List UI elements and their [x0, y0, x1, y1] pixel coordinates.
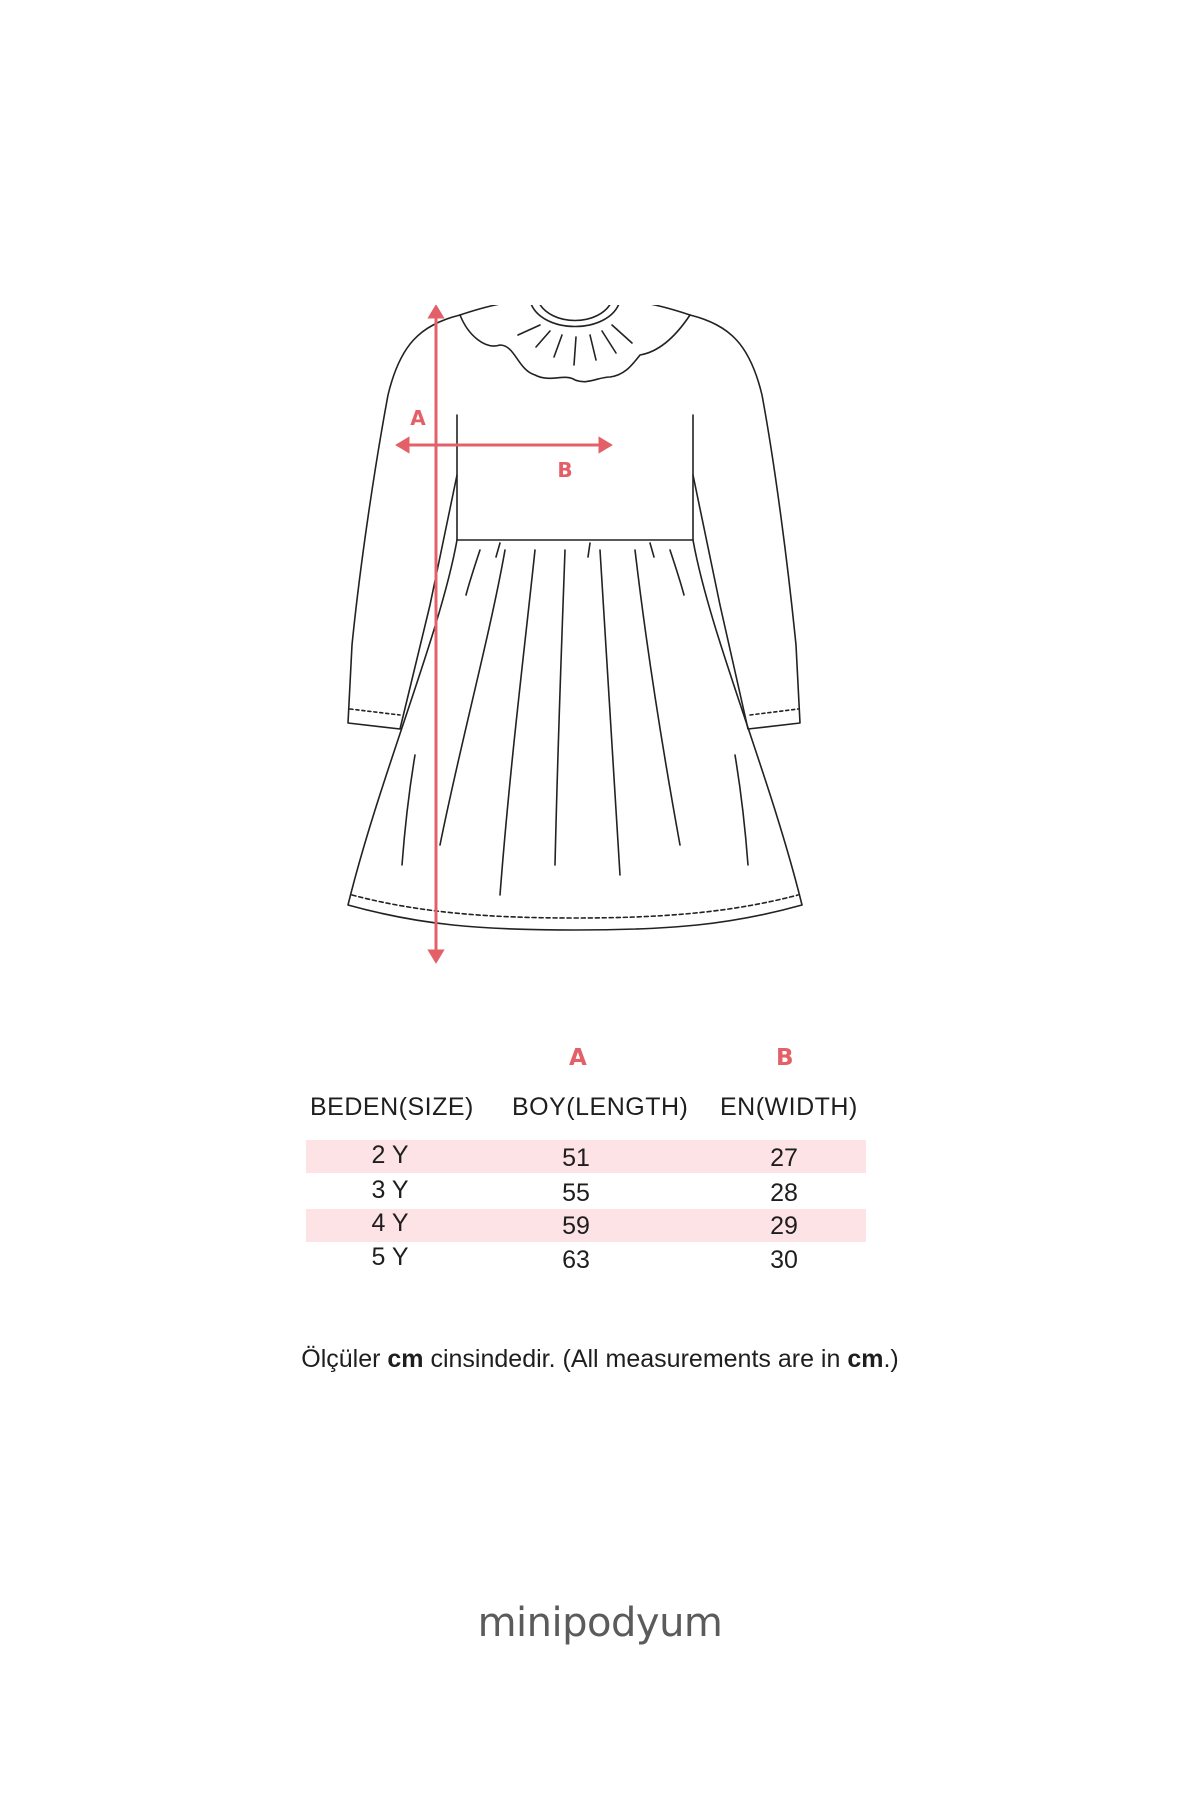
note-unit: cm: [847, 1345, 884, 1373]
size-cell: 2 Y: [371, 1141, 409, 1169]
length-cell: 55: [562, 1179, 590, 1207]
length-cell: 51: [562, 1144, 590, 1172]
note-unit: cm: [387, 1345, 424, 1373]
measurement-note: [0, 1345, 1200, 1374]
column-header-width: EN(WIDTH): [720, 1093, 858, 1121]
length-cell: 59: [562, 1212, 590, 1240]
width-cell: 29: [770, 1212, 798, 1240]
note-text: cinsindedir. (All measurements are in: [423, 1345, 848, 1373]
note-text: .): [883, 1345, 899, 1373]
length-cell: 63: [562, 1246, 590, 1274]
measurement-label-a: A: [410, 406, 426, 430]
left-sleeve: [348, 315, 460, 729]
measurement-label-b: B: [557, 458, 573, 482]
right-sleeve: [690, 315, 800, 729]
size-cell: 5 Y: [371, 1243, 409, 1271]
column-header-length: BOY(LENGTH): [512, 1093, 689, 1121]
column-header-size: BEDEN(SIZE): [310, 1093, 474, 1121]
width-cell: 30: [770, 1246, 798, 1274]
width-cell: 27: [770, 1144, 798, 1172]
column-letter-a: A: [569, 1045, 587, 1071]
size-cell: 4 Y: [371, 1209, 409, 1237]
dress-technical-drawing: [340, 305, 810, 985]
skirt: [348, 540, 802, 930]
column-letter-b: B: [776, 1045, 794, 1071]
size-cell: 3 Y: [371, 1176, 409, 1204]
brand-logo: minipodyum: [477, 1600, 723, 1646]
width-cell: 28: [770, 1179, 798, 1207]
note-text: Ölçüler: [301, 1345, 388, 1373]
